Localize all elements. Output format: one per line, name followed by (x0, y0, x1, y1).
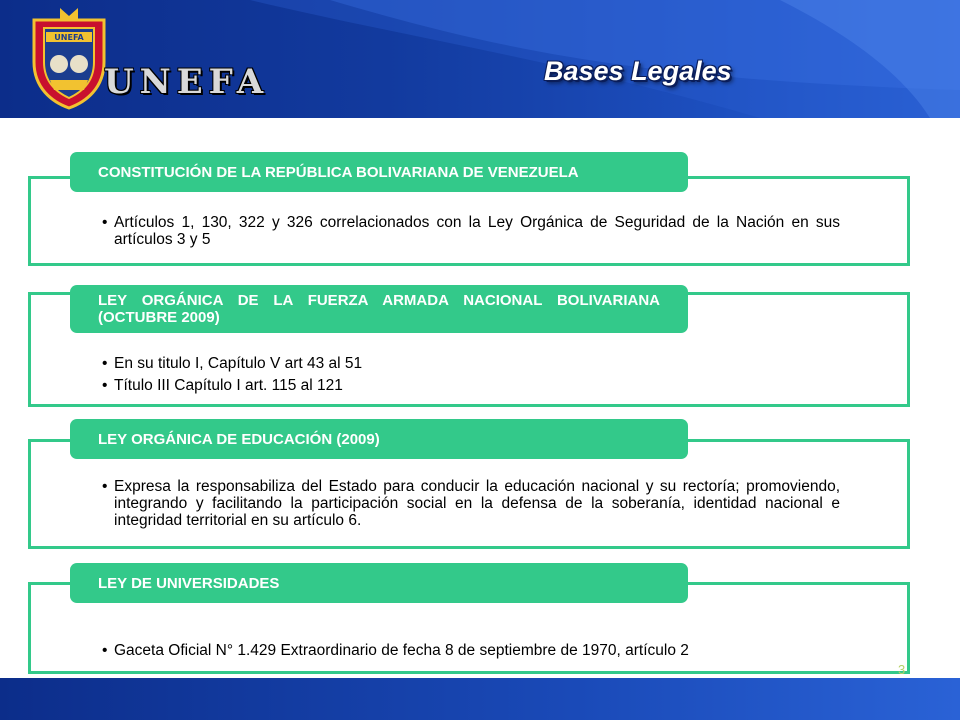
section-bullets-universidades (102, 642, 862, 659)
section-heading-text: LEY DE UNIVERSIDADES (98, 574, 280, 592)
section-heading-fuerza-armada (70, 285, 688, 333)
logo-inner-text: UNEFA (54, 33, 84, 42)
section-heading-text: LEY ORGÁNICA DE LA FUERZA ARMADA NACIONAL BOLIVARIANA (OCTUBRE 2009) (98, 292, 660, 326)
section-bullets-fuerza-armada (102, 353, 840, 397)
section-bullets-constitucion (102, 214, 840, 248)
page-number: 3 (898, 662, 906, 677)
section-heading-universidades (70, 563, 688, 603)
brand-wordmark: UNEFA (104, 62, 270, 102)
unefa-shield-logo (26, 6, 112, 110)
section-heading-text: LEY ORGÁNICA DE EDUCACIÓN (2009) (98, 430, 380, 448)
section-heading-constitucion (70, 152, 688, 192)
footer-bar (0, 678, 960, 720)
section-bullets-educacion (102, 478, 840, 529)
bullet-item: • Expresa la responsabiliza del Estado para conducir la educación nacional y su rectoría; promoviendo, integrando y facilitando la participación social en la defensa de la soberanía, identidad nacional e integridad territorial en su artículo 6. (102, 478, 840, 529)
bullet-item: • Gaceta Oficial N° 1.429 Extraordinario de fecha 8 de septiembre de 1970, artículo 2 (102, 642, 862, 659)
section-heading-text: CONSTITUCIÓN DE LA REPÚBLICA BOLIVARIANA DE VENEZUELA (98, 163, 579, 181)
section-heading-educacion (70, 419, 688, 459)
page-title: Bases Legales (544, 56, 732, 86)
header-bar (0, 0, 960, 118)
bullet-item: • Título III Capítulo I art. 115 al 121 (102, 375, 840, 397)
bullet-item: • Artículos 1, 130, 322 y 326 correlacionados con la Ley Orgánica de Seguridad de la Nación en sus artículos 3 y 5 (102, 214, 840, 248)
bullet-item: • En su titulo I, Capítulo V art 43 al 51 (102, 353, 840, 375)
